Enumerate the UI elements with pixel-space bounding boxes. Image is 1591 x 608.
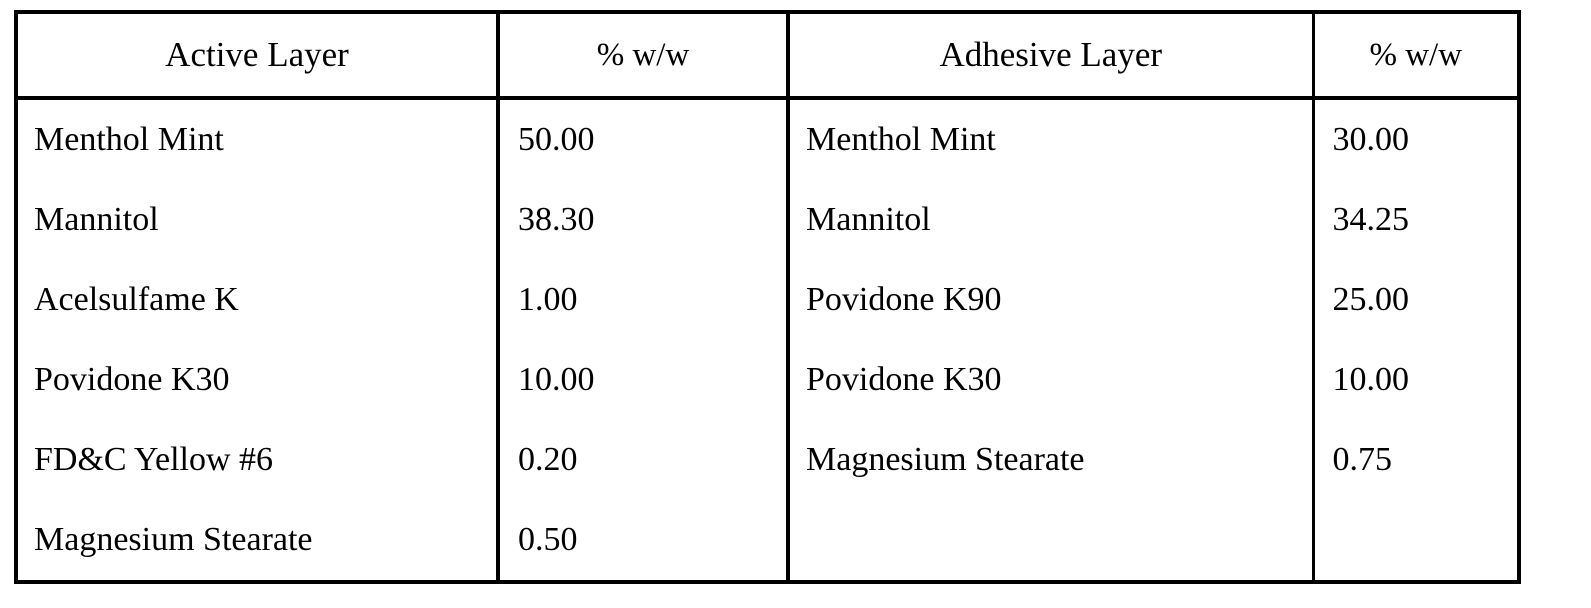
cell-active-ingredient: FD&C Yellow #6 (16, 420, 498, 500)
cell-adhesive-percent: 25.00 (1332, 281, 1409, 319)
column-header-active-layer (16, 12, 498, 98)
cell-active-ingredient: Povidone K30 (16, 340, 498, 420)
cell-active-percent: 38.30 (498, 180, 788, 260)
column-header-adhesive-pct (1313, 12, 1519, 98)
cell-adhesive-ingredient: Mannitol (788, 180, 1313, 260)
cell-active-percent: 50.00 (498, 98, 788, 180)
cell-adhesive-ingredient: Magnesium Stearate (788, 420, 1313, 500)
cell-active-ingredient: Acelsulfame K (16, 260, 498, 340)
table-row (16, 98, 1519, 180)
formulation-table (14, 10, 1521, 584)
table-row (16, 420, 1519, 500)
cell-adhesive-percent: 30.00 (1332, 121, 1409, 159)
table-row (16, 180, 1519, 260)
table-row (16, 340, 1519, 420)
table-header (16, 12, 1519, 98)
table-row (16, 260, 1519, 340)
cell-active-percent: 0.20 (498, 420, 788, 500)
cell-active-ingredient: Mannitol (16, 180, 498, 260)
cell-active-percent: 10.00 (498, 340, 788, 420)
cell-active-ingredient: Menthol Mint (16, 98, 498, 180)
column-header-adhesive-pct-label: % w/w (1369, 36, 1463, 73)
cell-adhesive-percent (1313, 500, 1519, 582)
table-row (16, 500, 1519, 582)
cell-adhesive-percent: 34.25 (1332, 201, 1409, 239)
cell-adhesive-ingredient (788, 500, 1313, 582)
cell-adhesive-percent: 10.00 (1332, 361, 1409, 399)
cell-adhesive-ingredient: Povidone K30 (788, 340, 1313, 420)
column-header-active-pct-label: % w/w (596, 36, 690, 73)
table-header-row (16, 12, 1519, 98)
column-header-adhesive-layer (788, 12, 1313, 98)
column-header-active-layer-label: Active Layer (165, 35, 349, 74)
cell-active-percent: 0.50 (498, 500, 788, 582)
cell-adhesive-ingredient: Povidone K90 (788, 260, 1313, 340)
cell-active-percent: 1.00 (498, 260, 788, 340)
column-header-active-pct (498, 12, 788, 98)
cell-active-ingredient: Magnesium Stearate (16, 500, 498, 582)
cell-adhesive-ingredient: Menthol Mint (788, 98, 1313, 180)
cell-adhesive-percent: 0.75 (1332, 441, 1392, 479)
table-body (16, 98, 1519, 582)
column-header-adhesive-layer-label: Adhesive Layer (939, 35, 1163, 74)
